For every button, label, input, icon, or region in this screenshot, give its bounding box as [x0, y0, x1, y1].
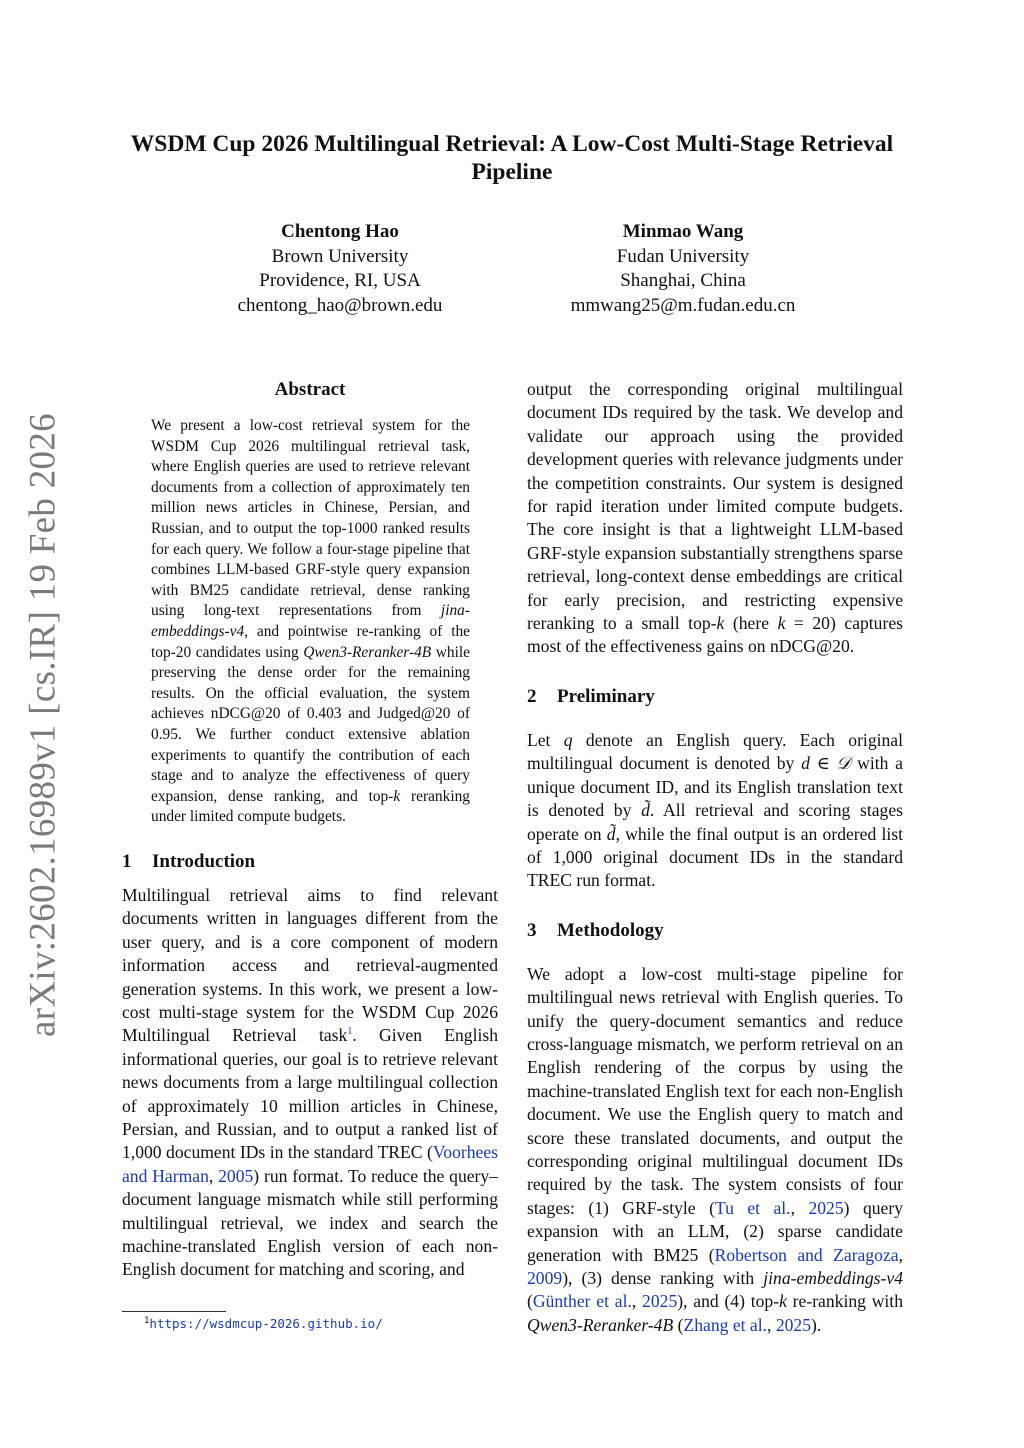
footnote-marker[interactable]: 1 — [347, 1026, 353, 1038]
author-affiliation: Brown University — [271, 245, 409, 267]
introduction-text: Multilingual retrieval aims to find relevant documents written in languages different from the user query, and is a core component of modern information access and retrieval-augmented generation systems. In this work, we present a low-cost multi-stage system for the WSDM Cup 2026 Multilingual Retrieval task$^1$. Given English informational queries, our goal is to retrieve relevant news documents from a large multilingual collection of approximately 10 million articles in Chinese, Persian, and Russian, and to output a ranked list of 1,000 document IDs in the standard TREC (Voorhees and Harman, 2005) run format. To reduce the query–document language mismatch while still performing multilingual retrieval, we index and search the machine-translated English version of each non-English document for matching and scoring, and — [122, 884, 499, 1280]
author-email: mmwang25@m.fudan.edu.cn — [570, 294, 796, 316]
citation-year-link[interactable]: 2009 — [527, 1268, 563, 1288]
citation-link[interactable]: Robertson and Zaragoza — [714, 1244, 899, 1265]
citation-link[interactable]: Tu et al. — [714, 1197, 791, 1218]
abstract-text: We present a low-cost retrieval system for the WSDM Cup 2026 multilingual retrieval task, where English queries are used to retrieve relevant documents from a collection of approximately ten million news articles in Chinese, Persian, and Russian, and to output the top-1000 ranked results for each query. We follow a four-stage pipeline that combines LLM-based GRF-style query expansion with BM25 candidate retrieval, dense ranking using long-text representations from jina-embeddings-v4, and pointwise re-ranking of the top-20 candidates using Qwen3-Reranker-4B while preserving the dense order for the remaining results. On the official evaluation, the system achieves nDCG@20 of 0.403 and Judged@20 of 0.95. We further conduct extensive ablation experiments to quantify the contribution of each stage and to analyze the effectiveness of query expansion, dense ranking, and top-k reranking under limited compute budgets. — [151, 417, 470, 826]
section-heading-preliminary: 2 Preliminary — [527, 685, 655, 707]
author-location: Providence, RI, USA — [259, 270, 421, 291]
introduction-continued-text: output the corresponding original multilingual document IDs required by the task. We develop and validate our approach using the provided development queries with relevance judgments under the competition constraints. Our system is designed for rapid iteration under limited compute budgets. The core insight is that a lightweight LLM-based GRF-style expansion substantially strengthens sparse retrieval, long-context dense embeddings are critical for early precision, and restricting expensive reranking to a small top-k (here k = 20) captures most of the effectiveness gains on nDCG@20. — [527, 379, 903, 657]
author-email: chentong_hao@brown.edu — [237, 294, 443, 316]
citation-link[interactable]: Zhang et al. — [683, 1314, 768, 1335]
footnote-url-link[interactable]: https://wsdmcup-2026.github.io/ — [149, 1316, 383, 1331]
author-block — [170, 220, 510, 318]
citation-year-link[interactable]: 2025 — [775, 1314, 812, 1335]
model-name: jina-embeddings-v4 — [763, 1268, 903, 1288]
section-heading-introduction: 1 Introduction — [122, 850, 256, 872]
citation-year-link[interactable]: 2025 — [642, 1291, 678, 1312]
section-heading-methodology: 3 Methodology — [527, 919, 664, 941]
preliminary-text: Let q denote an English query. Each original multilingual document is denoted by d ∈ 𝒟 with a unique document ID, and its English translation text is denoted by d̃. All retrieval and scoring stages operate on d̃, while the final output is an ordered list of 1,000 original document IDs in the standard TREC run format. — [527, 729, 904, 891]
abstract-heading: Abstract — [274, 379, 346, 400]
right-column — [527, 378, 903, 1337]
author-affiliation: Fudan University — [616, 245, 750, 267]
author-block — [513, 220, 853, 318]
model-name: Qwen3-Reranker-4B — [303, 643, 432, 661]
methodology-text: We adopt a low-cost multi-stage pipeline for multilingual news retrieval with English queries. To unify the query-document semantics and reduce cross-language mismatch, we perform retrieval on an English rendering of the corpus by using the machine-translated English text for each non-English document. We use the English query to match and score these translated documents, and output the corresponding original multilingual document IDs required by the task. The system consists of four stages: (1) GRF-style (Tu et al., 2025) query expansion with an LLM, (2) sparse candidate generation with BM25 (Robertson and Zaragoza, 2009), (3) dense ranking with jina-embeddings-v4 (Günther et al., 2025), and (4) top-k re-ranking with Qwen3-Reranker-4B (Zhang et al., 2025). — [527, 963, 903, 1335]
footnote-divider — [122, 1311, 226, 1312]
author-location: Shanghai, China — [620, 270, 746, 291]
arxiv-identifier: arXiv:2602.16989v1 [cs.IR] 19 Feb 2026 — [22, 413, 64, 1037]
model-name: Qwen3-Reranker-4B — [527, 1314, 674, 1335]
author-name: Chentong Hao — [281, 221, 399, 242]
citation-link[interactable]: Voorhees and Harman — [122, 1142, 498, 1186]
citation-link[interactable]: Günther et al. — [532, 1291, 632, 1312]
footnote — [144, 1316, 383, 1331]
author-name: Minmao Wang — [622, 221, 744, 242]
footnote-number: 1 — [144, 1315, 150, 1326]
citation-year-link[interactable]: 2025 — [808, 1197, 844, 1218]
citation-year-link[interactable]: 2005 — [218, 1165, 254, 1186]
paper-title: WSDM Cup 2026 Multilingual Retrieval: A Low-Cost Multi-Stage Retrieval Pipeline — [130, 131, 894, 185]
model-name: jina-embeddings-v4 — [151, 602, 470, 640]
left-column — [122, 378, 498, 1282]
